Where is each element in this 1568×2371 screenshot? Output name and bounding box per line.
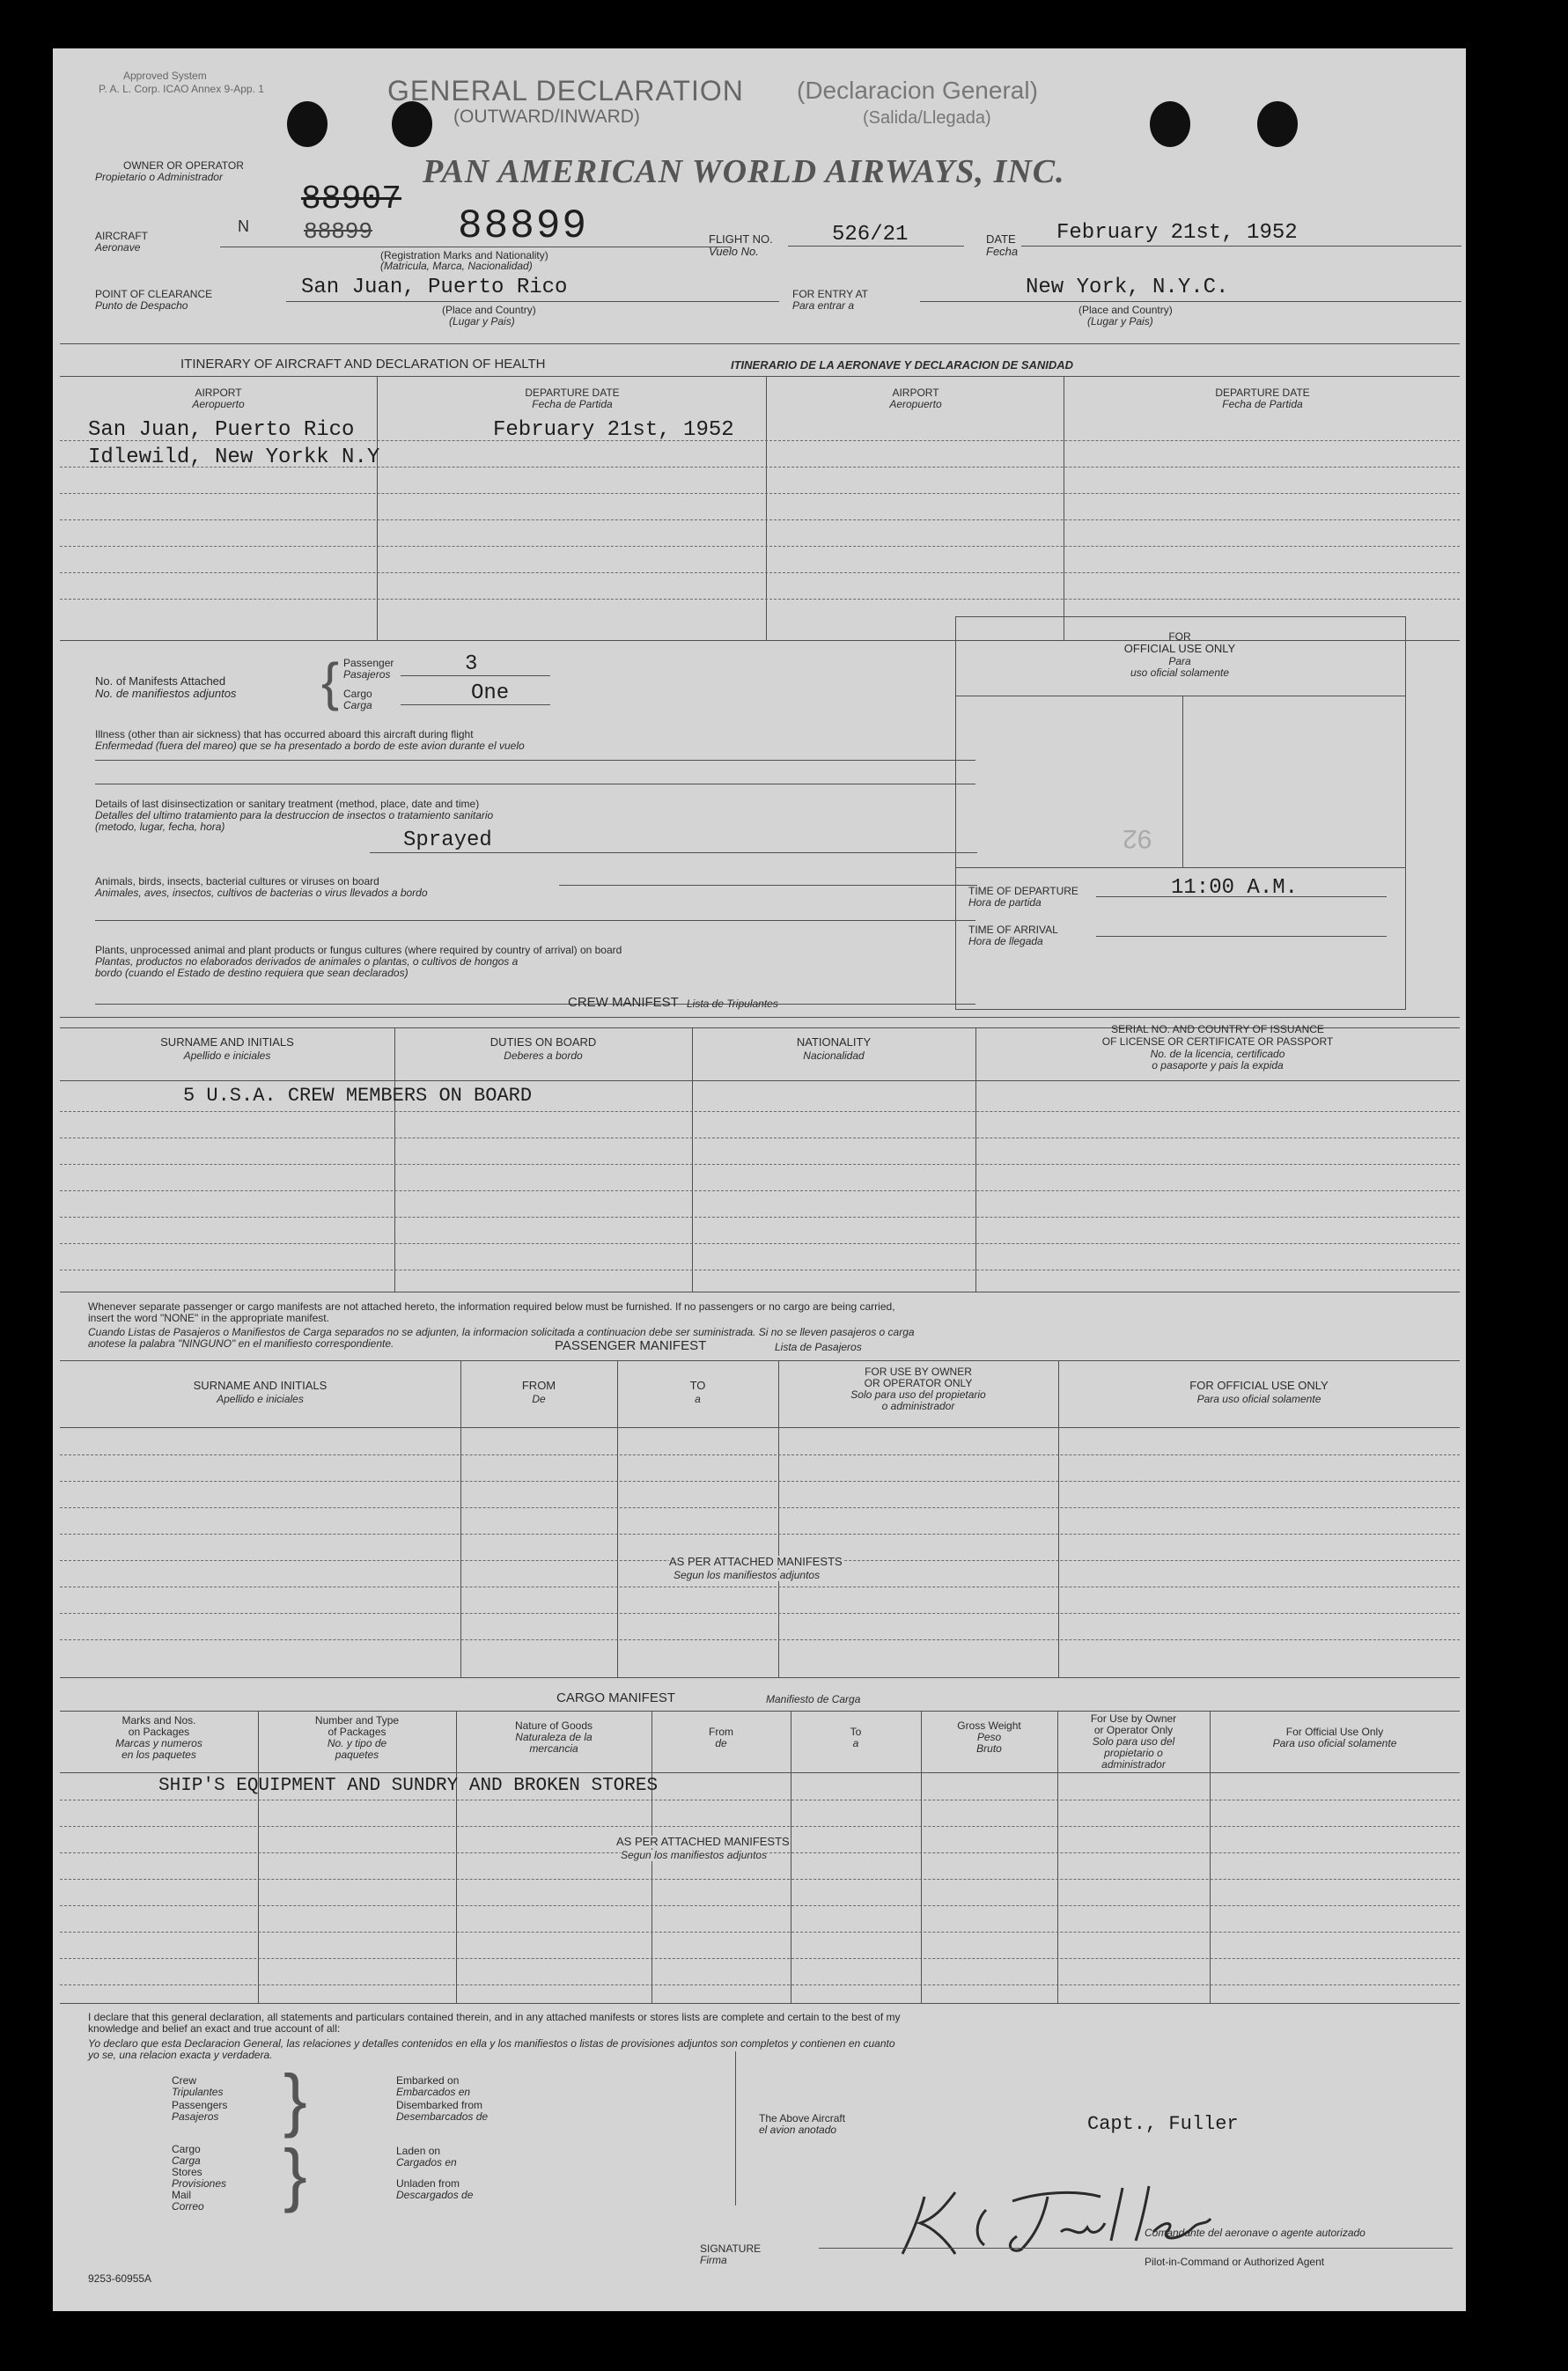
form-number: 9253-60955A <box>88 2272 152 2285</box>
cargo-row-line <box>60 1905 1460 1906</box>
plants-label-es: Plantas, productos no elaborados derivados de animales o plantas, o cultivos de hongos a <box>95 955 519 968</box>
decl-divider <box>735 2051 736 2205</box>
crew-row-line <box>60 1243 1460 1244</box>
decl-stores: Stores <box>172 2166 202 2178</box>
pax-row-line <box>60 1613 1460 1614</box>
cargo-label-es: Carga <box>343 699 372 711</box>
decl-unladen-es: Descargados de <box>396 2189 474 2201</box>
crew-col-surname: SURNAME AND INITIALS <box>160 1035 294 1049</box>
itin-row2-airport: Idlewild, New Yorkk N.Y <box>88 445 380 469</box>
animals-label: Animals, birds, insects, bacterial cultures or viruses on board <box>95 875 379 887</box>
clearance-value: San Juan, Puerto Rico <box>301 276 568 299</box>
cargo-row-line <box>60 1772 1460 1773</box>
cargo-col-from: From <box>709 1726 733 1738</box>
cargo-title: CARGO MANIFEST <box>556 1690 676 1705</box>
decl-unladen: Unladen from <box>396 2177 460 2190</box>
pax-col-to: TO <box>689 1379 706 1392</box>
departure-label: TIME OF DEPARTURE <box>968 885 1078 897</box>
itin-col-airport-2: AIRPORT <box>892 387 939 399</box>
pax-divider <box>778 1360 779 1677</box>
entry-note-es: (Lugar y Pais) <box>1087 315 1153 328</box>
arrival-label: TIME OF ARRIVAL <box>968 924 1058 936</box>
crew-col-serial-b: OF LICENSE OR CERTIFICATE OR PASSPORT <box>1101 1035 1334 1048</box>
aircraft-label: AIRCRAFT <box>95 230 148 242</box>
aircraft-struck-number: 88907 <box>301 180 402 218</box>
decl-cargo-es: Carga <box>172 2154 201 2167</box>
cargo-col-number-es2: paquetes <box>335 1749 379 1761</box>
crew-col-duties-es: Deberes a bordo <box>504 1049 583 1062</box>
signature-label: SIGNATURE <box>700 2242 762 2255</box>
disinsect-line <box>370 852 977 853</box>
signature-label-es: Firma <box>700 2254 727 2266</box>
notice-line3: Cuando Listas de Pasajeros o Manifiestos de Carga separados no se adjunten, la informacion solicitada a continuacion debe ser suministrada. Si no se lleven pasajeros o carga <box>88 1326 915 1338</box>
pax-col-surname: SURNAME AND INITIALS <box>193 1379 328 1392</box>
cargo-col-owner-es2: propietario o <box>1104 1747 1163 1759</box>
pax-divider <box>617 1360 618 1677</box>
itin-col-airport: AIRPORT <box>195 387 242 399</box>
official-divider <box>1182 696 1183 867</box>
decl-es-1: Yo declaro que esta Declaracion General, las relaciones y detalles contenidos en ella y los manifiestos o listas de provisiones adjuntos son completos y contienen en cuanto <box>88 2037 895 2050</box>
passenger-title: PASSENGER MANIFEST <box>555 1338 707 1353</box>
disinsect-value: Sprayed <box>403 828 492 852</box>
itin-row-line <box>60 599 1460 600</box>
cargo-col-marks-b: on Packages <box>128 1726 190 1738</box>
flight-label: FLIGHT NO. <box>709 232 773 246</box>
itinerary-head-rule <box>60 376 1460 377</box>
itin-col-airport-2-es: Aeropuerto <box>889 398 942 410</box>
date-value: February 21st, 1952 <box>1056 221 1298 245</box>
cargo-row-line <box>60 1984 1460 1985</box>
cargo-col-owner-es3: administrador <box>1101 1758 1166 1771</box>
passenger-label: Passenger <box>343 657 394 669</box>
crew-row-line <box>60 1080 1460 1081</box>
aircraft-number: 88899 <box>458 203 589 249</box>
notice-line4: anotese la palabra "NINGUNO" en el manifiesto correspondiente. <box>88 1337 394 1350</box>
decl-above: The Above Aircraft <box>759 2112 846 2124</box>
cargo-col-from-es: de <box>715 1737 727 1749</box>
notice-line1: Whenever separate passenger or cargo manifests are not attached hereto, the information required below must be furnished. If no passengers or no cargo are being carried, <box>88 1300 895 1313</box>
illness-line <box>95 760 975 761</box>
itin-divider <box>377 376 378 640</box>
itin-row-line <box>60 572 1460 573</box>
aircraft-struck-small: 88899 <box>304 218 373 245</box>
flight-no: 526/21 <box>832 223 909 247</box>
entry-value: New York, N.Y.C. <box>1026 276 1229 299</box>
cargo-divider <box>1057 1711 1058 2003</box>
pax-divider <box>460 1360 461 1677</box>
document-sheet <box>53 48 1466 2311</box>
pax-col-from: FROM <box>521 1379 556 1392</box>
crew-col-nationality-es: Nacionalidad <box>803 1049 865 1062</box>
itin-col-airport-es: Aeropuerto <box>192 398 245 410</box>
cargo-col-owner: For Use by Owner <box>1090 1712 1177 1725</box>
disinsect-label-es2: (metodo, lugar, fecha, hora) <box>95 821 225 833</box>
entry-line <box>920 301 1461 302</box>
decl-en-1: I declare that this general declaration, all statements and particulars contained therein, and in any attached manifests or stores lists are complete and certain to the best of my <box>88 2011 901 2023</box>
manifests-brace: { <box>321 652 340 711</box>
passenger-label-es: Pasajeros <box>343 668 391 681</box>
crew-col-duties: DUTIES ON BOARD <box>490 1035 597 1049</box>
passenger-value: 3 <box>465 652 478 676</box>
signature-line <box>819 2248 1453 2249</box>
cargo-title-es: Manifiesto de Carga <box>766 1693 861 1705</box>
cargo-col-official-es: Para uso oficial solamente <box>1272 1737 1397 1749</box>
clearance-line <box>286 301 779 302</box>
crew-title-es: Lista de Tripulantes <box>687 998 778 1010</box>
crew-col-serial: SERIAL NO. AND COUNTRY OF ISSUANCE <box>1111 1023 1324 1035</box>
animals-label-es: Animales, aves, insectos, cultivos de bacterias o virus llevados a bordo <box>95 887 428 899</box>
date-label: DATE <box>986 232 1016 246</box>
aircraft-no-label: N <box>238 217 249 235</box>
pal-ref: P. A. L. Corp. ICAO Annex 9-App. 1 <box>99 83 264 95</box>
pax-divider <box>1058 1360 1059 1677</box>
cargo-head-rule <box>60 1711 1460 1712</box>
pax-attached-es: Segun los manifiestos adjuntos <box>674 1569 821 1581</box>
cargo-col-nature-es: Naturaleza de la <box>515 1731 593 1743</box>
cargo-line <box>401 704 550 705</box>
illness-label-es: Enfermedad (fuera del mareo) que se ha presentado a bordo de este avion durante el vuelo <box>95 740 525 752</box>
crew-divider <box>394 1027 395 1292</box>
departure-value: 11:00 A.M. <box>1171 876 1299 900</box>
cargo-col-nature-es2: mercancia <box>529 1742 578 1755</box>
cargo-divider <box>258 1711 259 2003</box>
crew-entry: 5 U.S.A. CREW MEMBERS ON BOARD <box>183 1085 533 1107</box>
cargo-attached-es: Segun los manifiestos adjuntos <box>621 1849 768 1861</box>
itin-row-line <box>60 519 1460 520</box>
pax-col-owner-es2: o administrador <box>881 1400 955 1412</box>
cargo-top-rule <box>60 1677 1460 1678</box>
flight-line <box>788 246 964 247</box>
crew-row-line <box>60 1190 1460 1191</box>
cargo-row-line <box>60 1958 1460 1959</box>
cargo-row-line <box>60 1932 1460 1933</box>
cargo-col-official: For Official Use Only <box>1285 1726 1384 1738</box>
decl-mail-es: Correo <box>172 2200 204 2213</box>
cargo-row-line <box>60 1826 1460 1827</box>
crew-col-surname-es: Apellido e iniciales <box>183 1049 271 1062</box>
pax-col-to-es: a <box>695 1393 701 1405</box>
pax-row-line <box>60 1427 1460 1428</box>
punch-hole <box>392 101 432 147</box>
pax-row-line <box>60 1639 1460 1640</box>
cargo-col-marks: Marks and Nos. <box>121 1714 196 1727</box>
decl-commander-es: Comandante del aeronave o agente autorizado <box>1145 2227 1366 2239</box>
approved-system: Approved System <box>123 70 207 82</box>
cargo-col-number-b: of Packages <box>328 1726 386 1738</box>
itin-col-departure-2: DEPARTURE DATE <box>1215 387 1310 399</box>
cargo-divider <box>921 1711 922 2003</box>
entry-label-es: Para entrar a <box>792 299 855 312</box>
decl-embarked: Embarked on <box>396 2074 460 2087</box>
itin-col-departure: DEPARTURE DATE <box>525 387 620 399</box>
decl-captain: Capt., Fuller <box>1087 2113 1239 2135</box>
pax-col-surname-es: Apellido e iniciales <box>217 1393 304 1405</box>
operator-label: OWNER OR OPERATOR <box>123 159 244 172</box>
punch-hole <box>287 101 328 147</box>
clearance-label: POINT OF CLEARANCE <box>95 288 213 300</box>
cargo-col-weight-es: Peso <box>976 1731 1002 1743</box>
cargo-divider <box>456 1711 457 2003</box>
official-title-es2: uso oficial solamente <box>1130 666 1230 679</box>
cargo-divider <box>1210 1711 1211 2003</box>
official-stamp: 92 <box>1123 824 1152 853</box>
decl-disembarked-es: Desembarcados de <box>396 2110 489 2123</box>
manifests-label: No. of Manifests Attached <box>95 674 226 688</box>
date-line <box>1021 246 1461 247</box>
punch-hole <box>1257 101 1298 147</box>
cargo-entry: SHIP'S EQUIPMENT AND SUNDRY AND BROKEN STORES <box>158 1776 659 1796</box>
cargo-attached: AS PER ATTACHED MANIFESTS <box>616 1835 790 1848</box>
decl-embarked-es: Embarcados en <box>396 2086 471 2098</box>
clearance-note-es: (Lugar y Pais) <box>449 315 515 328</box>
passenger-top-rule <box>60 1360 1460 1361</box>
itin-row1-airport: San Juan, Puerto Rico <box>88 418 355 442</box>
cargo-bottom-rule <box>60 2003 1460 2004</box>
decl-mail: Mail <box>172 2189 192 2201</box>
crew-head-rule <box>60 1017 1460 1018</box>
pax-col-official: FOR OFFICIAL USE ONLY <box>1189 1379 1329 1392</box>
cargo-row-line <box>60 1879 1460 1880</box>
crew-divider <box>975 1027 976 1292</box>
itin-col-departure-2-es: Fecha de Partida <box>1222 398 1303 410</box>
decl-en-2: knowledge and belief an exact and true account of all: <box>88 2022 341 2035</box>
cargo-col-number: Number and Type <box>314 1714 400 1727</box>
cargo-col-number-es: No. y tipo de <box>327 1737 387 1749</box>
itinerary-top-rule <box>60 343 1460 344</box>
arrival-line <box>1096 936 1387 937</box>
animals-line <box>559 885 977 886</box>
title-en: GENERAL DECLARATION <box>387 75 744 107</box>
disinsect-label: Details of last disinsectization or sanitary treatment (method, place, date and time) <box>95 798 480 810</box>
crew-col-nationality: NATIONALITY <box>796 1035 872 1049</box>
pax-row-line <box>60 1534 1460 1535</box>
pax-col-owner: FOR USE BY OWNER <box>865 1366 972 1378</box>
decl-brace-1: } <box>283 2060 307 2139</box>
departure-line <box>1096 896 1387 897</box>
animals-line-2 <box>95 920 975 921</box>
aircraft-reg-note-es: (Matricula, Marca, Nacionalidad) <box>380 260 533 272</box>
handwritten-signature <box>872 2161 1294 2267</box>
cargo-col-nature: Nature of Goods <box>514 1719 593 1732</box>
decl-cargo: Cargo <box>172 2143 201 2155</box>
decl-brace-2: } <box>283 2135 307 2213</box>
official-title-2: OFFICIAL USE ONLY <box>1123 642 1236 655</box>
title-es: (Declaracion General) <box>797 77 1038 104</box>
illness-label: Illness (other than air sickness) that has occurred aboard this aircraft during flight <box>95 728 474 740</box>
decl-passengers-es: Pasajeros <box>172 2110 219 2123</box>
crew-divider <box>692 1027 693 1292</box>
decl-es-2: yo se, una relacion exacta y verdadera. <box>88 2049 273 2061</box>
itin-row1-date: February 21st, 1952 <box>493 418 734 442</box>
cargo-col-to-es: a <box>852 1737 859 1749</box>
punch-hole <box>1150 101 1190 147</box>
crew-row-line <box>60 1217 1460 1218</box>
cargo-col-to: To <box>850 1726 862 1738</box>
direction-es: (Salida/Llegada) <box>863 108 991 128</box>
disinsect-label-es: Detalles del ultimo tratamiento para la destruccion de insectos o tratamiento sanitario <box>95 809 494 821</box>
clearance-note: (Place and Country) <box>442 304 536 316</box>
crew-col-serial-es: No. de la licencia, certificado <box>1150 1048 1285 1060</box>
crew-col-serial-es2: o pasaporte y pais la expida <box>1152 1059 1284 1071</box>
itinerary-title: ITINERARY OF AIRCRAFT AND DECLARATION OF HEALTH <box>180 357 546 372</box>
operator-label-es: Propietario o Administrador <box>95 171 223 183</box>
crew-row-line <box>60 1164 1460 1165</box>
manifests-label-es: No. de manifiestos adjuntos <box>95 687 237 700</box>
itin-row-line <box>60 546 1460 547</box>
pax-col-owner-es: Solo para uso del propietario <box>850 1388 986 1401</box>
pax-row-line <box>60 1481 1460 1482</box>
itinerary-title-es: ITINERARIO DE LA AERONAVE Y DECLARACION DE SANIDAD <box>731 358 1074 372</box>
plants-line <box>95 1004 975 1005</box>
flight-label-es: Vuelo No. <box>709 245 759 258</box>
direction-en: (OUTWARD/INWARD) <box>453 107 640 127</box>
pax-col-official-es: Para uso oficial solamente <box>1196 1393 1321 1405</box>
decl-crew: Crew <box>172 2074 197 2087</box>
itin-col-departure-es: Fecha de Partida <box>532 398 613 410</box>
official-rule-2 <box>955 867 1406 868</box>
crew-title: CREW MANIFEST <box>568 995 679 1010</box>
pax-attached: AS PER ATTACHED MANIFESTS <box>669 1555 843 1568</box>
decl-commander: Pilot-in-Command or Authorized Agent <box>1145 2256 1325 2268</box>
decl-above-es: el avion anotado <box>759 2124 837 2136</box>
pax-row-line <box>60 1507 1460 1508</box>
operator-name: PAN AMERICAN WORLD AIRWAYS, INC. <box>423 153 1065 190</box>
aircraft-reg-note: (Registration Marks and Nationality) <box>380 249 548 261</box>
passenger-title-es: Lista de Pasajeros <box>775 1341 862 1353</box>
passenger-line <box>401 675 550 676</box>
plants-label: Plants, unprocessed animal and plant products or fungus cultures (where required by country of arrival) on board <box>95 944 622 956</box>
official-title: FOR <box>1168 630 1191 643</box>
official-title-es: Para <box>1168 655 1191 667</box>
decl-laden-es: Cargados en <box>396 2156 457 2169</box>
aircraft-label-es: Aeronave <box>95 241 141 254</box>
pax-col-owner-b: OR OPERATOR ONLY <box>864 1377 973 1389</box>
pax-col-from-es: De <box>532 1393 546 1405</box>
arrival-label-es: Hora de llegada <box>968 935 1043 947</box>
cargo-col-weight: Gross Weight <box>957 1719 1021 1732</box>
decl-passengers: Passengers <box>172 2099 228 2111</box>
decl-disembarked: Disembarked from <box>396 2099 483 2111</box>
itin-divider <box>766 376 767 640</box>
itin-row-line <box>60 493 1460 494</box>
cargo-label: Cargo <box>343 688 372 700</box>
decl-stores-es: Provisiones <box>172 2177 227 2190</box>
cargo-value: One <box>471 681 510 705</box>
entry-label: FOR ENTRY AT <box>792 288 869 300</box>
date-label-es: Fecha <box>986 245 1019 258</box>
cargo-col-marks-es2: en los paquetes <box>121 1749 196 1761</box>
cargo-col-weight-es2: Bruto <box>976 1742 1002 1755</box>
decl-crew-es: Tripulantes <box>172 2086 224 2098</box>
notice-line2: insert the word "NONE" in the appropriate manifest. <box>88 1312 329 1324</box>
entry-note: (Place and Country) <box>1078 304 1173 316</box>
plants-label-es2: bordo (cuando el Estado de destino requiera que sean declarados) <box>95 967 409 979</box>
pax-row-line <box>60 1454 1460 1455</box>
crew-row-line <box>60 1111 1460 1112</box>
cargo-col-marks-es: Marcas y numeros <box>115 1737 202 1749</box>
cargo-col-owner-b: or Operator Only <box>1093 1724 1174 1736</box>
departure-label-es: Hora de partida <box>968 896 1042 909</box>
decl-laden: Laden on <box>396 2145 441 2157</box>
clearance-label-es: Punto de Despacho <box>95 299 188 312</box>
cargo-col-owner-es: Solo para uso del <box>1092 1735 1175 1748</box>
